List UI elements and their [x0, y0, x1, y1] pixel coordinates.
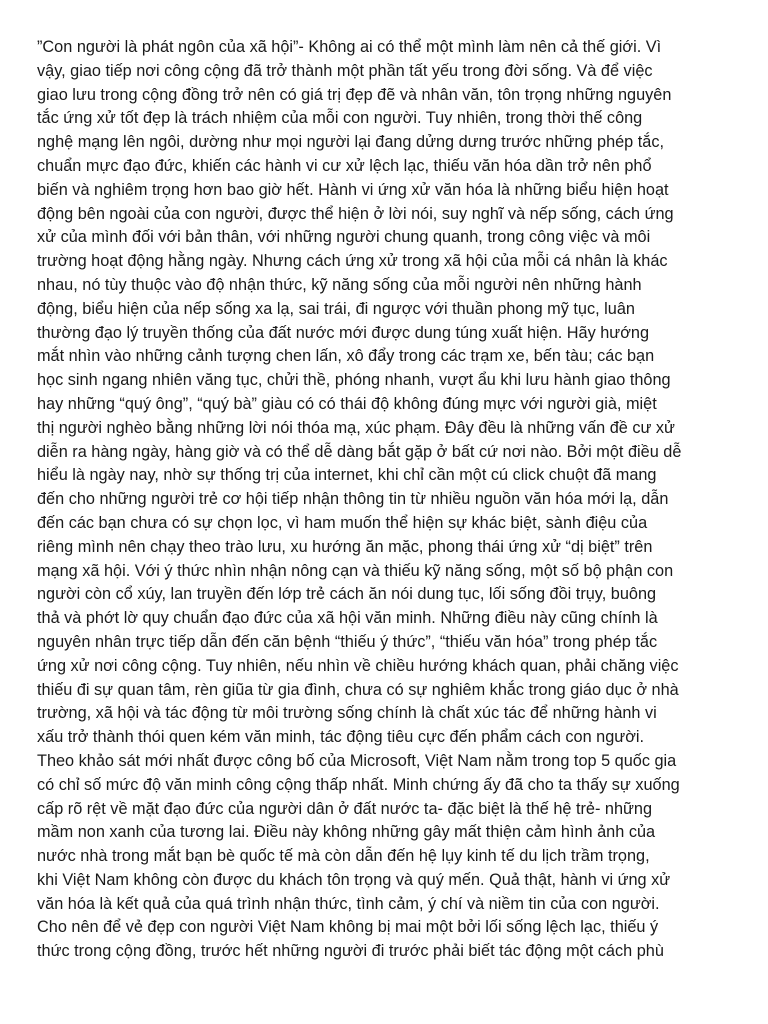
- text-line: riêng mình nên chạy theo trào lưu, xu hướng ăn mặc, phong thái ứng xử “dị biệt” trên: [37, 537, 653, 556]
- text-line: tắc ứng xử tốt đẹp là trách nhiệm của mỗi con người. Tuy nhiên, trong thời thế công: [37, 109, 643, 128]
- text-line: nghệ mạng lên ngôi, dường như mọi người lại đang dửng dưng trước những phép tắc,: [37, 133, 664, 152]
- text-line: ”Con người là phát ngôn của xã hội”- Không ai có thể một mình làm nên cả thế giới. Vì: [37, 38, 662, 56]
- text-line: thị người nghèo bằng những lời nói thóa mạ, xúc phạm. Đây đều là những vấn đề cư xử: [37, 418, 675, 437]
- text-line: văn hóa là kết quả của quá trình nhận thức, tình cảm, ý chí và niềm tin của con người.: [37, 894, 660, 913]
- text-line: thả và phớt lờ quy chuẩn đạo đức của xã hội văn minh. Những điều này cũng chính là: [37, 609, 658, 628]
- text-line: có chỉ số mức độ văn minh công cộng thấp nhất. Minh chứng ấy đã cho ta thấy sự xuống: [37, 775, 680, 794]
- text-line: giao lưu trong cộng đồng trở nên có giá trị đẹp đẽ và nhân văn, tôn trọng những nguyên: [37, 85, 672, 104]
- text-line: nguyên nhân trực tiếp dẫn đến căn bệnh “thiếu ý thức”, “thiếu văn hóa” trong phép tắc: [37, 632, 658, 651]
- text-line: ứng xử nơi công cộng. Tuy nhiên, nếu nhìn về chiều hướng khách quan, phải chăng việc: [37, 656, 679, 675]
- text-line: động, biểu hiện của nếp sống xa lạ, sai trái, đi ngược với thuần phong mỹ tục, luân: [37, 299, 635, 318]
- text-line: học sinh ngang nhiên văng tục, chửi thề, phóng nhanh, vượt ẩu khi lưu hành giao thông: [37, 371, 671, 390]
- text-line: trường, xã hội và tác động từ môi trường sống chính là chất xúc tác để những hành vi: [37, 704, 657, 723]
- text-line: đến cho những người trẻ cơ hội tiếp nhận thông tin từ nhiều nguồn văn hóa mới lạ, dẫn: [37, 490, 669, 509]
- text-line: vậy, giao tiếp nơi công cộng đã trở thành một phần tất yếu trong đời sống. Và để việc: [37, 61, 653, 80]
- text-line: xấu trở thành thói quen kém văn minh, tác động tiêu cực đến phẩm cách con người.: [37, 728, 645, 747]
- text-line: biến và nghiêm trọng hơn bao giờ hết. Hành vi ứng xử văn hóa là những biểu hiện hoạt: [37, 180, 669, 199]
- text-line: trường hoạt động hằng ngày. Nhưng cách ứng xử trong xã hội của mỗi cá nhân là khác: [37, 252, 668, 271]
- text-line: thiếu đi sự quan tâm, rèn giũa từ gia đình, chưa có sự nghiêm khắc trong giáo dục ở nhà: [37, 680, 679, 699]
- text-line: hiểu là ngày nay, nhờ sự thống trị của internet, khi chỉ cần một cú click chuột đã mang: [37, 466, 657, 485]
- text-line: nhau, nó tùy thuộc vào độ nhận thức, kỹ năng sống của mỗi người nên những hành: [37, 275, 642, 294]
- text-line: nước nhà trong mắt bạn bè quốc tế mà còn dẫn đến hệ lụy kinh tế du lịch trầm trọng,: [37, 847, 650, 866]
- text-line: thức trong cộng đồng, trước hết những người đi trước phải biết tác động một cách phù: [37, 942, 664, 961]
- text-line: người còn cổ xúy, lan truyền đến lớp trẻ cách ăn nói dung tục, lối sống đồi trụy, buông: [37, 585, 657, 604]
- text-line: cấp rõ rệt về mặt đạo đức của người dân ở đất nước ta- đặc biệt là thế hệ trẻ- những: [37, 799, 653, 818]
- text-line: đến các bạn chưa có sự chọn lọc, vì ham muốn thể hiện sự khác biệt, sành điệu của: [37, 513, 648, 532]
- text-line: Theo khảo sát mới nhất được công bố của Microsoft, Việt Nam nằm trong top 5 quốc gia: [37, 751, 677, 770]
- body-paragraph: [37, 36, 737, 964]
- text-line: mầm non xanh của tương lai. Điều này không những gây mất thiện cảm hình ảnh của: [37, 823, 656, 842]
- text-line: hay những “quý ông”, “quý bà” giàu có có thái độ không đúng mực với người già, miệt: [37, 394, 657, 413]
- text-line: mắt nhìn vào những cảnh tượng chen lấn, xô đẩy trong các trạm xe, bến tàu; các bạn: [37, 347, 655, 366]
- text-line: diễn ra hàng ngày, hàng giờ và có thể dễ dàng bắt gặp ở bất cứ nơi nào. Bởi một điều dễ: [37, 442, 682, 461]
- text-line: động bên ngoài của con người, được thể hiện ở lời nói, suy nghĩ và nếp sống, cách ứng: [37, 204, 674, 223]
- text-line: mạng xã hội. Với ý thức nhìn nhận nông cạn và thiếu kỹ năng sống, một số bộ phận con: [37, 561, 674, 580]
- text-line: Cho nên để vẻ đẹp con người Việt Nam không bị mai một bởi lối sống lệch lạc, thiếu ý: [37, 918, 659, 937]
- text-line: thường đạo lý truyền thống của đất nước mới được dung túng xuất hiện. Hãy hướng: [37, 323, 649, 342]
- text-line: chuẩn mực đạo đức, khiến các hành vi cư xử lệch lạc, thiếu văn hóa dần trở nên phổ: [37, 156, 652, 175]
- text-line: khi Việt Nam không còn được du khách tôn trọng và quý mến. Quả thật, hành vi ứng xử: [37, 870, 671, 889]
- text-line: xử của mình đối với bản thân, với những người chung quanh, trong công việc và môi: [37, 228, 651, 247]
